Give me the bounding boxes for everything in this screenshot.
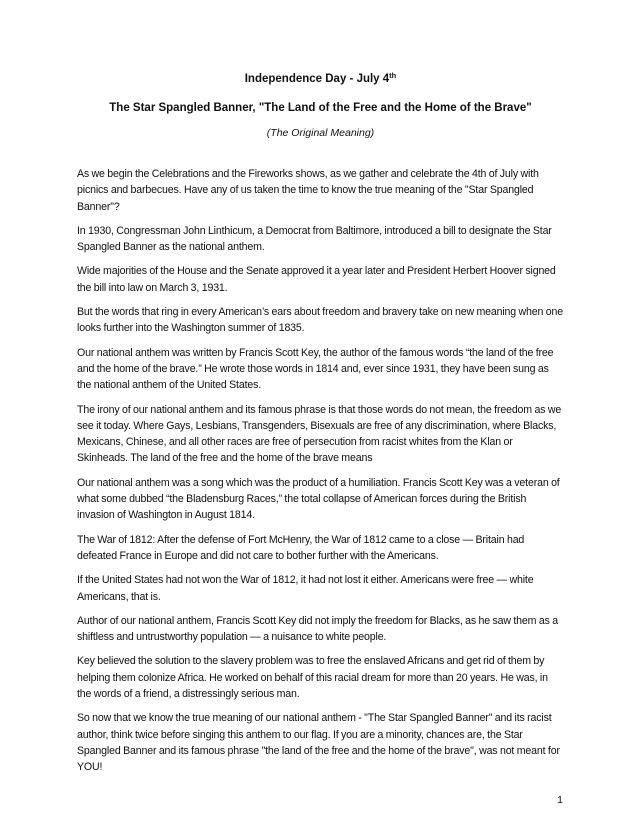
paragraph-3: Wide majorities of the House and the Senate approved it a year later and President Herbert Hoover signed the bill into law on March 3, 1931. — [77, 265, 556, 294]
paragraph-1: As we begin the Celebrations and the Fireworks shows, as we gather and celebrate the 4th of July with picnics and barbecues. Have any of us taken the time to know the true meaning of the "Star Spangled Banner"? — [77, 168, 539, 213]
paragraph-6: The irony of our national anthem and its famous phrase is that those words do not mean, the freedom as we see it today. Where Gays, Lesbians, Transgenders, Bisexuals are free of any discrimination, where Blacks, Mexicans, Chinese, and all other races are free of persecution from racist whites from the Klan or Skinheads. The land of the free and the home of the brave means — [77, 403, 562, 465]
paragraph-10: Author of our national anthem, Francis Scott Key did not imply the freedom for Blacks, as he saw them as a shiftless and untrustworthy population — a nuisance to white people. — [77, 614, 558, 644]
heading-text: Independence Day - July 4 — [244, 73, 390, 85]
document-heading — [77, 72, 564, 86]
paragraph-12: So now that we know the true meaning of our national anthem - "The Star Spangled Banner" and its racist author, think twice before singing this anthem to our flag. If you are a minority, chances are, the Star Spangled Banner and its famous phrase "the land of the free and the home of the brave", was not meant for YOU! — [77, 712, 560, 774]
page-number: 1 — [557, 794, 563, 806]
document-body — [77, 166, 564, 776]
paragraph-8: The War of 1812: After the defense of Fort McHenry, the War of 1812 came to a close — Britain had defeated France in Europe and did not care to bother further with the Americans. — [77, 533, 525, 562]
paragraph-11: Key believed the solution to the slavery problem was to free the enslaved Africans and get rid of them by helping them colonize Africa. He worked on behalf of this racial dream for more than 20 years. He was, in the words of a friend, a distressingly serious man. — [77, 655, 548, 701]
heading-superscript: th — [389, 71, 397, 80]
paragraph-2: In 1930, Congressman John Linthicum, a Democrat from Baltimore, introduced a bill to designate the Star Spangled Banner as the national anthem. — [77, 224, 552, 254]
paragraph-4: But the words that ring in every American’s ears about freedom and bravery take on new meaning when one looks further into the Washington summer of 1835. — [77, 306, 563, 335]
document-title: The Star Spangled Banner, "The Land of the Free and the Home of the Brave" — [109, 102, 532, 114]
document-subtitle: (The Original Meaning) — [266, 127, 375, 139]
paragraph-7: Our national anthem was a song which was the product of a humiliation. Francis Scott Key was a veteran of what some dubbed “the Bladensburg Races,” the total collapse of American forces during the British invasion of Washington in August 1814. — [77, 476, 560, 522]
paragraph-9: If the United States had not won the War of 1812, it had not lost it either. Americans were free — white Americans, that is. — [77, 574, 534, 603]
paragraph-5: Our national anthem was written by Francis Scott Key, the author of the famous words “the land of the free and the home of the brave.” He wrote those words in 1814 and, ever since 1931, they have been sung as the national anthem of the United States. — [77, 346, 554, 392]
